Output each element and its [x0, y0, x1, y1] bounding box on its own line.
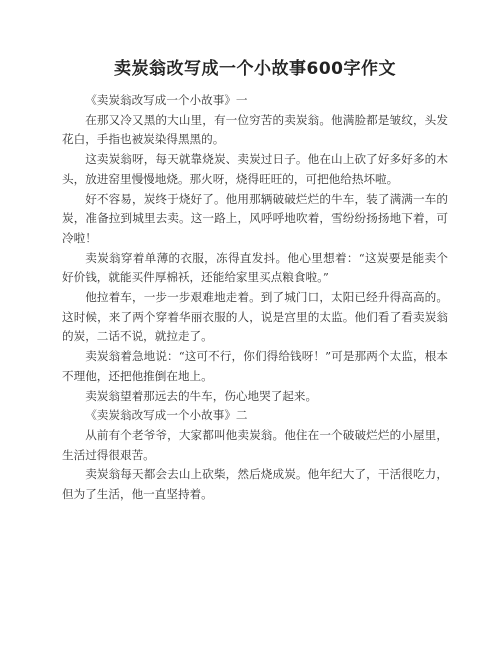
paragraph: 好不容易，炭终于烧好了。他用那辆破破烂烂的牛车，装了满满一车的炭，准备拉到城里去卖。这一路上，风呼呼地吹着，雪纷纷扬扬地下着，可冷啦！ [62, 191, 448, 245]
paragraph: 他拉着车，一步一步艰难地走着。到了城门口，太阳已经升得高高的。这时候，来了两个穿着华丽衣服的人，说是宫里的太监。他们看了看卖炭翁的炭，二话不说，就拉走了。 [62, 290, 448, 344]
paragraph: 在那又冷又黑的大山里，有一位穷苦的卖炭翁。他满脸都是皱纹，头发花白，手指也被炭染得黑黑的。 [62, 112, 448, 147]
paragraph: 卖炭翁每天都会去山上砍柴，然后烧成炭。他年纪大了，干活很吃力，但为了生活，他一直坚持着。 [62, 467, 448, 502]
paragraph: 卖炭翁穿着单薄的衣服，冻得直发抖。他心里想着：“这炭要是能卖个好价钱，就能买件厚棉袄，还能给家里买点粮食啦。” [62, 250, 448, 285]
paragraph: 《卖炭翁改写成一个小故事》一 [85, 93, 248, 107]
paragraph: 这卖炭翁呀，每天就靠烧炭、卖炭过日子。他在山上砍了好多好多的木头，放进窑里慢慢地烧。那火呀，烧得旺旺的，可把他给热坏啦。 [62, 152, 448, 186]
paragraph: 卖炭翁望着那远去的牛车，伤心地哭了起来。 [85, 388, 318, 403]
paragraph: 从前有个老爷爷，大家都叫他卖炭翁。他住在一个破破烂烂的小屋里，生活过得很艰苦。 [62, 427, 448, 462]
paragraph: 《卖炭翁改写成一个小故事》二 [85, 408, 248, 423]
paragraph: 卖炭翁着急地说：“这可不行，你们得给钱呀！”可是那两个太监，根本不理他，还把他推倒在地上。 [62, 349, 448, 383]
document-title: 卖炭翁改写成一个小故事600字作文 [114, 59, 396, 79]
